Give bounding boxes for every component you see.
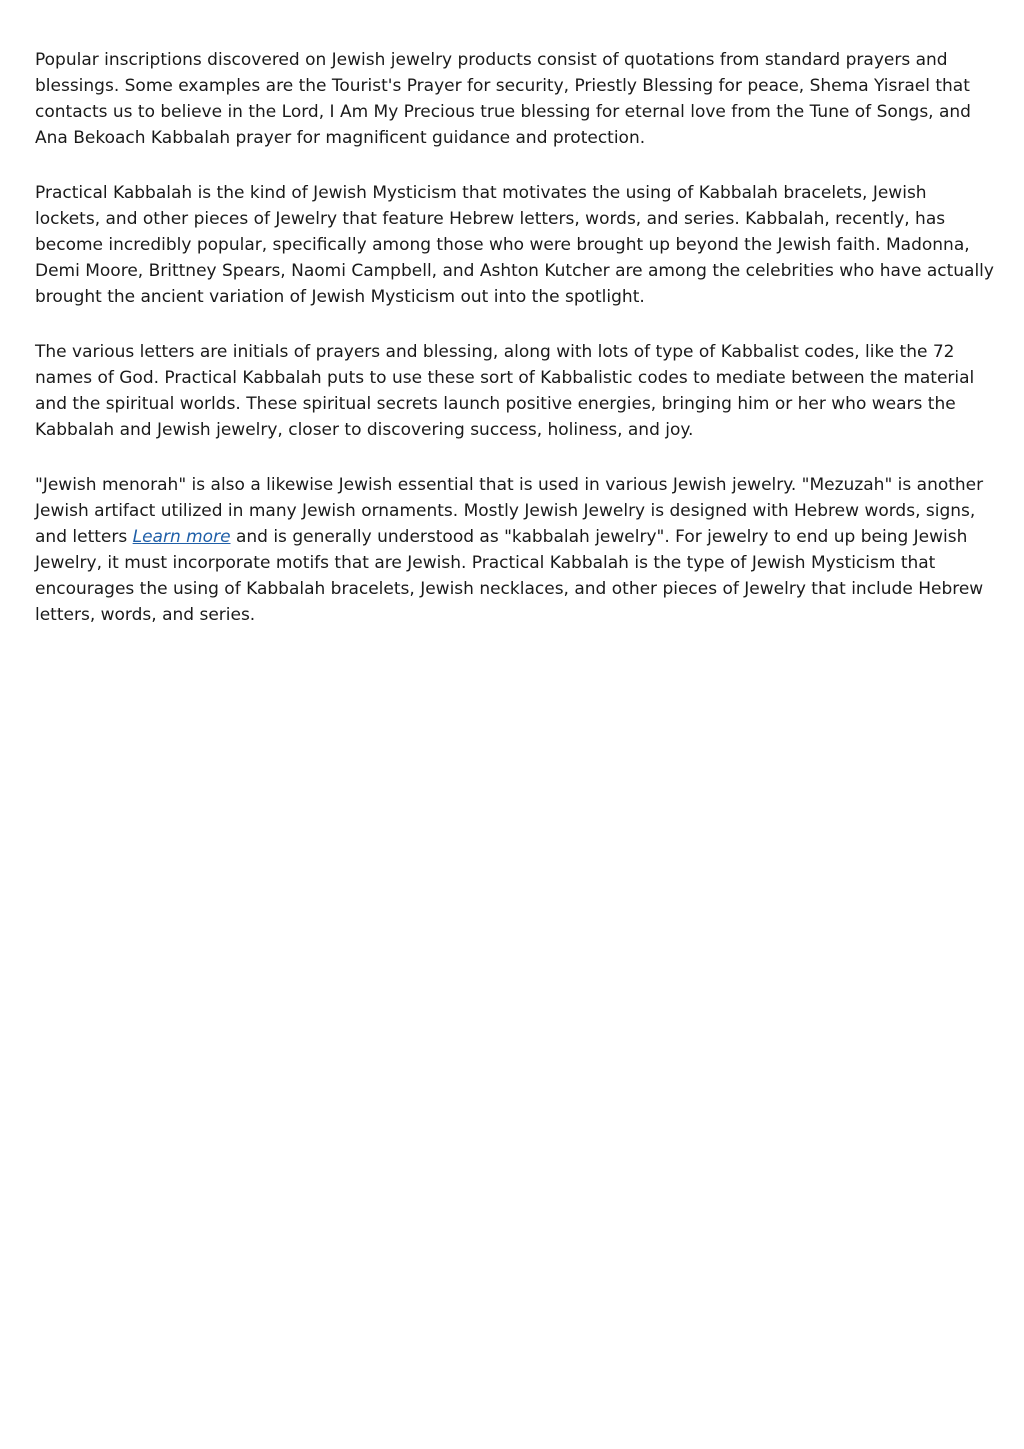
learn-more-link[interactable]: Learn more (132, 527, 231, 547)
paragraph-menorah-text-start: "Jewish menorah" is also a likewise Jewish essential that is used in various Jewish jewelry. "Mezuzah" is another Jewish artifact utilized in many Jewish ornaments. Mostly Jewish Jewelry is designed with Hebrew words, signs, and letters (35, 475, 984, 547)
document-body (35, 47, 995, 657)
paragraph-menorah-text-end: and is generally understood as "kabbalah jewelry". For jewelry to end up being Jewish Jewelry, it must incorporate motifs that are Jewish. Practical Kabbalah is the type of Jewish Mysticism that encourages the using of Kabbalah bracelets, Jewish necklaces, and other pieces of Jewelry that include Hebrew letters, words, and series. (35, 527, 984, 625)
paragraph-practical-kabbalah: Practical Kabbalah is the kind of Jewish Mysticism that motivates the using of Kabbalah bracelets, Jewish lockets, and other pieces of Jewelry that feature Hebrew letters, words, and series. Kabbalah, recently, has become incredibly popular, specifically among those who were brought up beyond the Jewish faith. Madonna, Demi Moore, Brittney Spears, Naomi Campbell, and Ashton Kutcher are among the celebrities who have actually brought the ancient variation of Jewish Mysticism out into the spotlight. (35, 183, 994, 307)
paragraph-letters: The various letters are initials of prayers and blessing, along with lots of type of Kabbalist codes, like the 72 names of God. Practical Kabbalah puts to use these sort of Kabbalistic codes to mediate between the material and the spiritual worlds. These spiritual secrets launch positive energies, bringing him or her who wears the Kabbalah and Jewish jewelry, closer to discovering success, holiness, and joy. (35, 342, 975, 440)
paragraph-inscriptions: Popular inscriptions discovered on Jewish jewelry products consist of quotations from standard prayers and blessings. Some examples are the Tourist's Prayer for security, Priestly Blessing for peace, Shema Yisrael that contacts us to believe in the Lord, I Am My Precious true blessing for eternal love from the Tune of Songs, and Ana Bekoach Kabbalah prayer for magnificent guidance and protection. (35, 50, 971, 148)
paragraph-menorah (35, 472, 995, 628)
